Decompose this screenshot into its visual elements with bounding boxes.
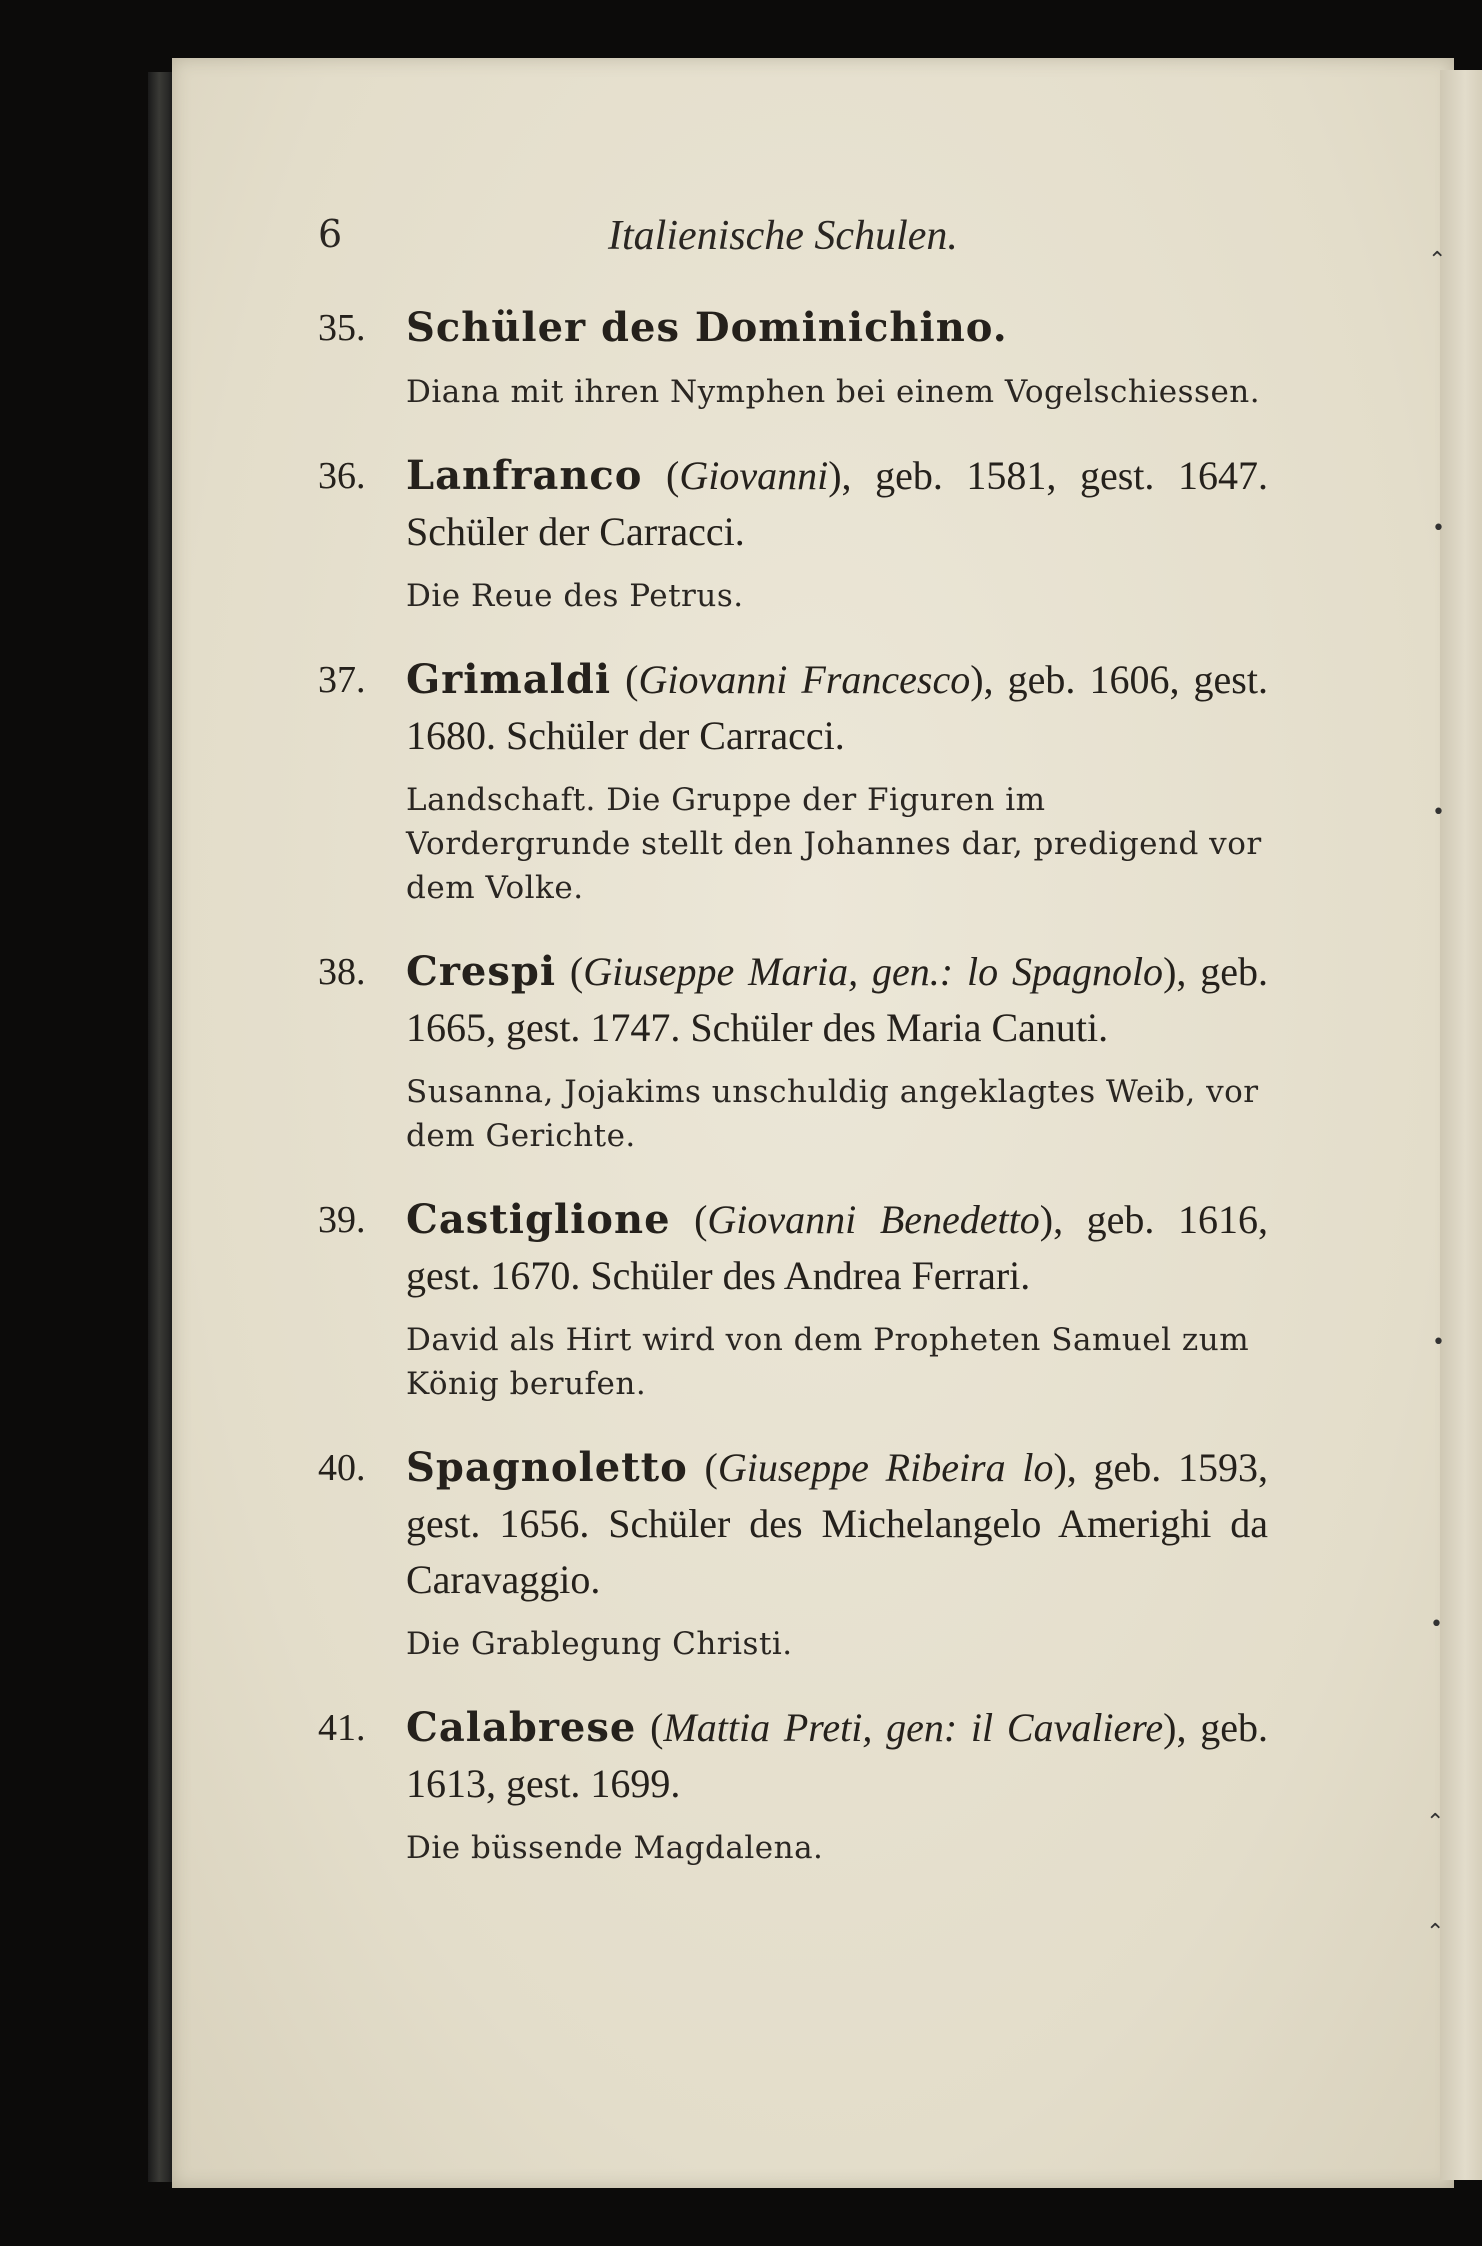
entry-text: ( [670,1197,708,1242]
entry-text: ( [687,1445,718,1490]
entry-heading [318,1440,1268,1608]
painting-description: Diana mit ihren Nymphen bei einem Vogelschiessen. [406,374,1261,410]
artist-name: Castiglione [406,1196,671,1243]
entry-biography: ), geb. 1593, gest. 1656. Schüler des Michelangelo Amerighi da Caravaggio. [406,1445,1268,1602]
artist-name: Crespi [406,948,557,995]
painting-description: Die Grablegung Christi. [406,1626,793,1662]
entry-biography: ), geb. 1613, gest. 1699. [406,1705,1268,1806]
artist-name: Schüler des Dominichino. [406,304,1008,351]
binding-thread-mark-icon: ⌃ [1426,1810,1445,1835]
catalogue-entry [318,300,1268,414]
catalogue-entry [318,652,1268,910]
catalogue-entry [318,1192,1268,1406]
entry-biography: ), geb. 1665, gest. 1747. Schüler des Maria Canuti. [406,949,1268,1050]
artist-forename: Giovanni Benedetto [707,1197,1040,1242]
binding-thread-mark-icon: • [1432,516,1445,541]
page-number: 6 [318,212,343,256]
artist-name: Spagnoletto [406,1444,688,1491]
artist-forename: Giovanni Francesco [638,657,971,702]
entry-number: 36. [318,455,366,497]
entry-text: ( [556,949,584,994]
binding-thread-mark-icon: • [1432,800,1445,825]
artist-name: Lanfranco [406,452,643,499]
entry-heading [318,448,1268,560]
entry-heading [318,1192,1268,1304]
entry-number: 41. [318,1707,366,1749]
artist-forename: Mattia Preti, gen: il Cavaliere [663,1705,1164,1750]
binding-thread-mark-icon: ⌃ [1428,248,1447,273]
binding-thread-mark-icon: ⌃ [1426,1920,1445,1945]
entry-heading [318,1700,1268,1812]
entry-number: 40. [318,1447,366,1489]
artist-name: Grimaldi [406,656,612,703]
entry-number: 37. [318,659,366,701]
binding-thread-mark-icon: • [1430,1612,1443,1637]
entry-text: ( [636,1705,664,1750]
entry-number: 35. [318,307,366,349]
catalogue-entry [318,448,1268,618]
entry-biography: ), geb. 1581, gest. 1647. Schüler der Carracci. [406,453,1268,554]
painting-description: Landschaft. Die Gruppe der Figuren im Vordergrunde stellt den Johannes dar, predigend vor dem Volke. [406,782,1262,906]
entry-biography: ), geb. 1606, gest. 1680. Schüler der Carracci. [406,657,1268,758]
painting-description: David als Hirt wird von dem Propheten Samuel zum König berufen. [406,1322,1250,1402]
painting-description: Die büssende Magdalena. [406,1830,824,1866]
catalogue-entry [318,1440,1268,1666]
entry-biography: ), geb. 1616, gest. 1670. Schüler des Andrea Ferrari. [406,1197,1268,1298]
entry-heading [318,300,1268,356]
painting-description: Susanna, Jojakims unschuldig angeklagtes Weib, vor dem Gerichte. [406,1074,1259,1154]
entry-heading [318,944,1268,1056]
adjacent-page-edge [1440,70,1482,2180]
catalogue-list [318,300,1268,1904]
artist-name: Calabrese [406,1704,637,1751]
entry-number: 39. [318,1199,366,1241]
artist-forename: Giovanni [679,453,829,498]
running-head: Italienische Schulen. [608,213,958,259]
artist-forename: Giuseppe Ribeira lo [717,1445,1054,1490]
entry-heading [318,652,1268,764]
entry-text: ( [642,453,680,498]
catalogue-entry [318,944,1268,1158]
page-header [318,212,1298,268]
entry-text: ( [611,657,639,702]
entry-number: 38. [318,951,366,993]
artist-forename: Giuseppe Maria, gen.: lo Spagnolo [583,949,1164,994]
binding-thread-mark-icon: • [1432,1330,1445,1355]
catalogue-entry [318,1700,1268,1870]
painting-description: Die Reue des Petrus. [406,578,744,614]
